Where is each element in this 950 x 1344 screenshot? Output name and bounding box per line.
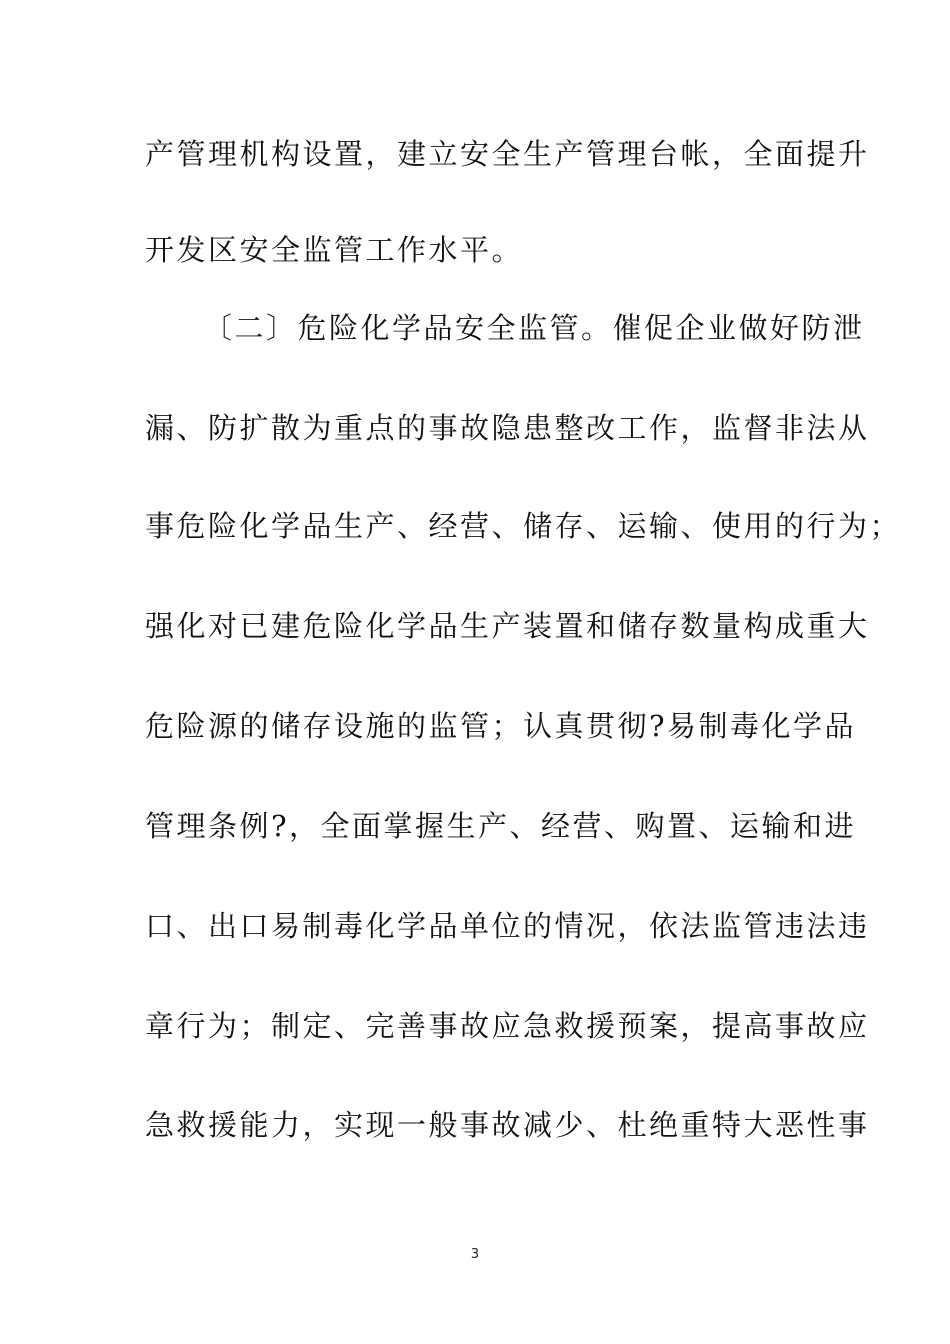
text-line: 强化对已建危险化学品生产装置和储存数量构成重大	[145, 609, 870, 643]
text-line: 危险源的储存设施的监管；认真贯彻?易制毒化学品	[145, 709, 857, 743]
section-heading-line: 〔二〕危险化学品安全监管。催促企业做好防泄	[203, 311, 865, 345]
text-line: 口、出口易制毒化学品单位的情况，依法监管违法违	[145, 909, 870, 943]
page-number: 3	[470, 1247, 480, 1262]
text-line: 开发区安全监管工作水平。	[145, 233, 524, 267]
text-line: 急救援能力，实现一般事故减少、杜绝重特大恶性事	[145, 1108, 870, 1142]
text-line: 管理条例?，全面掌握生产、经营、购置、运输和进	[145, 809, 857, 843]
text-line: 漏、防扩散为重点的事故隐患整改工作，监督非法从	[145, 411, 870, 445]
text-line: 章行为；制定、完善事故应急救援预案，提高事故应	[145, 1009, 870, 1043]
text-line: 事危险化学品生产、经营、储存、运输、使用的行为；	[145, 509, 902, 543]
text-line: 产管理机构设置，建立安全生产管理台帐，全面提升	[145, 137, 870, 171]
